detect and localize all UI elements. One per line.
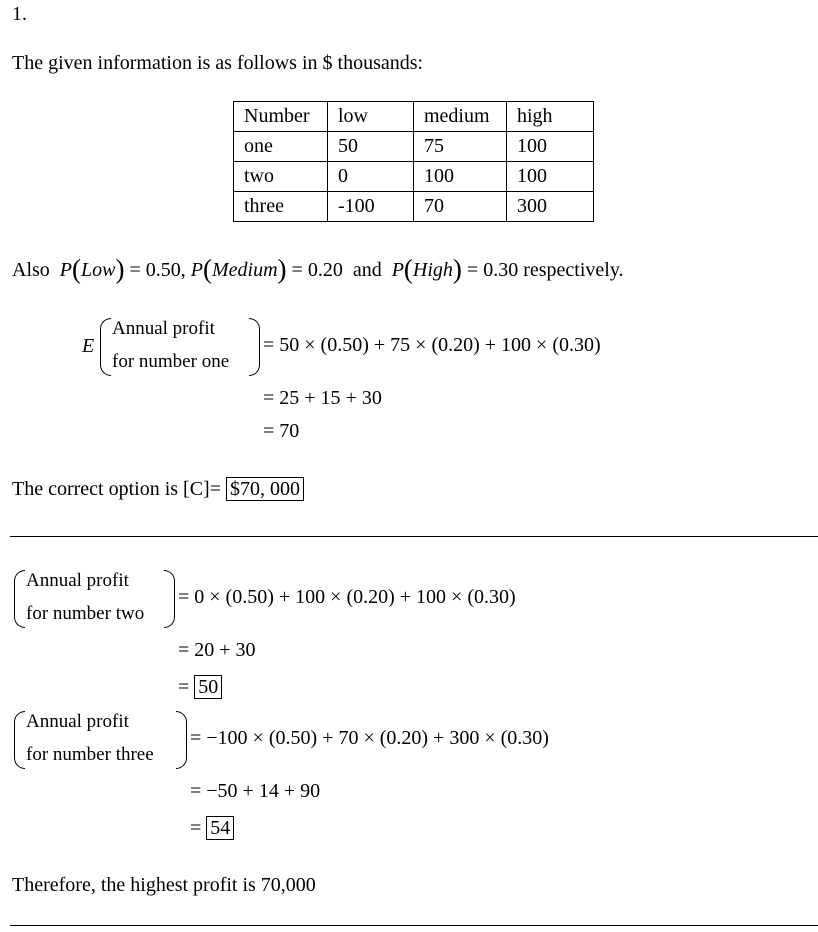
p-medium-value: 0.20	[307, 259, 343, 281]
expectation-symbol: E	[82, 335, 95, 357]
left-paren-icon	[14, 711, 25, 769]
table-row	[234, 192, 594, 222]
result-two: 50	[194, 675, 222, 699]
table-header-row	[234, 102, 594, 132]
right-paren-icon	[176, 711, 187, 769]
right-paren-icon	[164, 570, 175, 628]
table-cell: one	[234, 132, 328, 162]
step-three-a: = −50 + 14 + 90	[190, 780, 321, 802]
equals-sign: =	[190, 817, 202, 839]
conclusion-text: Therefore, the highest profit is 70,000	[12, 874, 316, 896]
equals-sign: =	[178, 676, 190, 698]
correct-option-text: The correct option is [C]=	[12, 478, 221, 500]
expr-one: = 50 × (0.50) + 75 × (0.20) + 100 × (0.30)	[263, 334, 601, 356]
table-cell: 100	[414, 162, 507, 192]
number-three-label: for number three	[26, 744, 154, 765]
divider	[10, 925, 818, 926]
table-cell: 300	[507, 192, 594, 222]
number-two-label: for number two	[26, 603, 145, 624]
table-cell: 100	[507, 132, 594, 162]
probabilities-line: Also P(Low) = 0.50, P(Medium) = 0.20 and P(High) = 0.30 respectively.	[12, 254, 624, 284]
p-medium-label: Medium	[211, 259, 278, 281]
table-cell: three	[234, 192, 328, 222]
problem-number: 1.	[12, 3, 27, 25]
table-header: medium	[414, 102, 507, 132]
profit-table	[233, 101, 594, 222]
annual-profit-label: Annual profit	[26, 570, 129, 591]
table-cell: -100	[328, 192, 414, 222]
step-two-a: = 20 + 30	[178, 639, 256, 661]
and-word: and	[352, 259, 382, 281]
table-row	[234, 162, 594, 192]
also-word: Also	[12, 259, 50, 281]
table-row	[234, 132, 594, 162]
number-one-label: for number one	[112, 351, 230, 372]
intro-text: The given information is as follows in $ thousands:	[12, 52, 424, 74]
p-high-label: High	[412, 259, 453, 281]
table-cell: 0	[328, 162, 414, 192]
right-paren-icon	[249, 318, 260, 376]
table-cell: 70	[414, 192, 507, 222]
table-header: Number	[234, 102, 328, 132]
table-cell: 75	[414, 132, 507, 162]
table-header: high	[507, 102, 594, 132]
respectively-word: respectively.	[523, 259, 624, 281]
table-cell: 50	[328, 132, 414, 162]
p-high-value: 0.30	[483, 259, 519, 281]
step-one-b: = 70	[263, 420, 300, 442]
p-low-label: Low	[81, 259, 116, 281]
divider	[10, 536, 818, 537]
expr-two: = 0 × (0.50) + 100 × (0.20) + 100 × (0.30)	[178, 586, 516, 608]
left-paren-icon	[14, 570, 25, 628]
annual-profit-label: Annual profit	[112, 318, 215, 339]
annual-profit-label: Annual profit	[26, 711, 129, 732]
step-two-b	[178, 676, 222, 699]
left-paren-icon	[100, 318, 111, 376]
result-three: 54	[206, 816, 234, 840]
table-cell: 100	[507, 162, 594, 192]
step-one-a: = 25 + 15 + 30	[263, 387, 382, 409]
expr-three: = −100 × (0.50) + 70 × (0.20) + 300 × (0.30)	[190, 727, 549, 749]
table-header: low	[328, 102, 414, 132]
p-low-value: 0.50	[145, 259, 181, 281]
correct-option-answer: $70, 000	[226, 477, 304, 501]
step-three-b	[190, 817, 234, 840]
table-cell: two	[234, 162, 328, 192]
correct-option-line	[12, 478, 304, 501]
